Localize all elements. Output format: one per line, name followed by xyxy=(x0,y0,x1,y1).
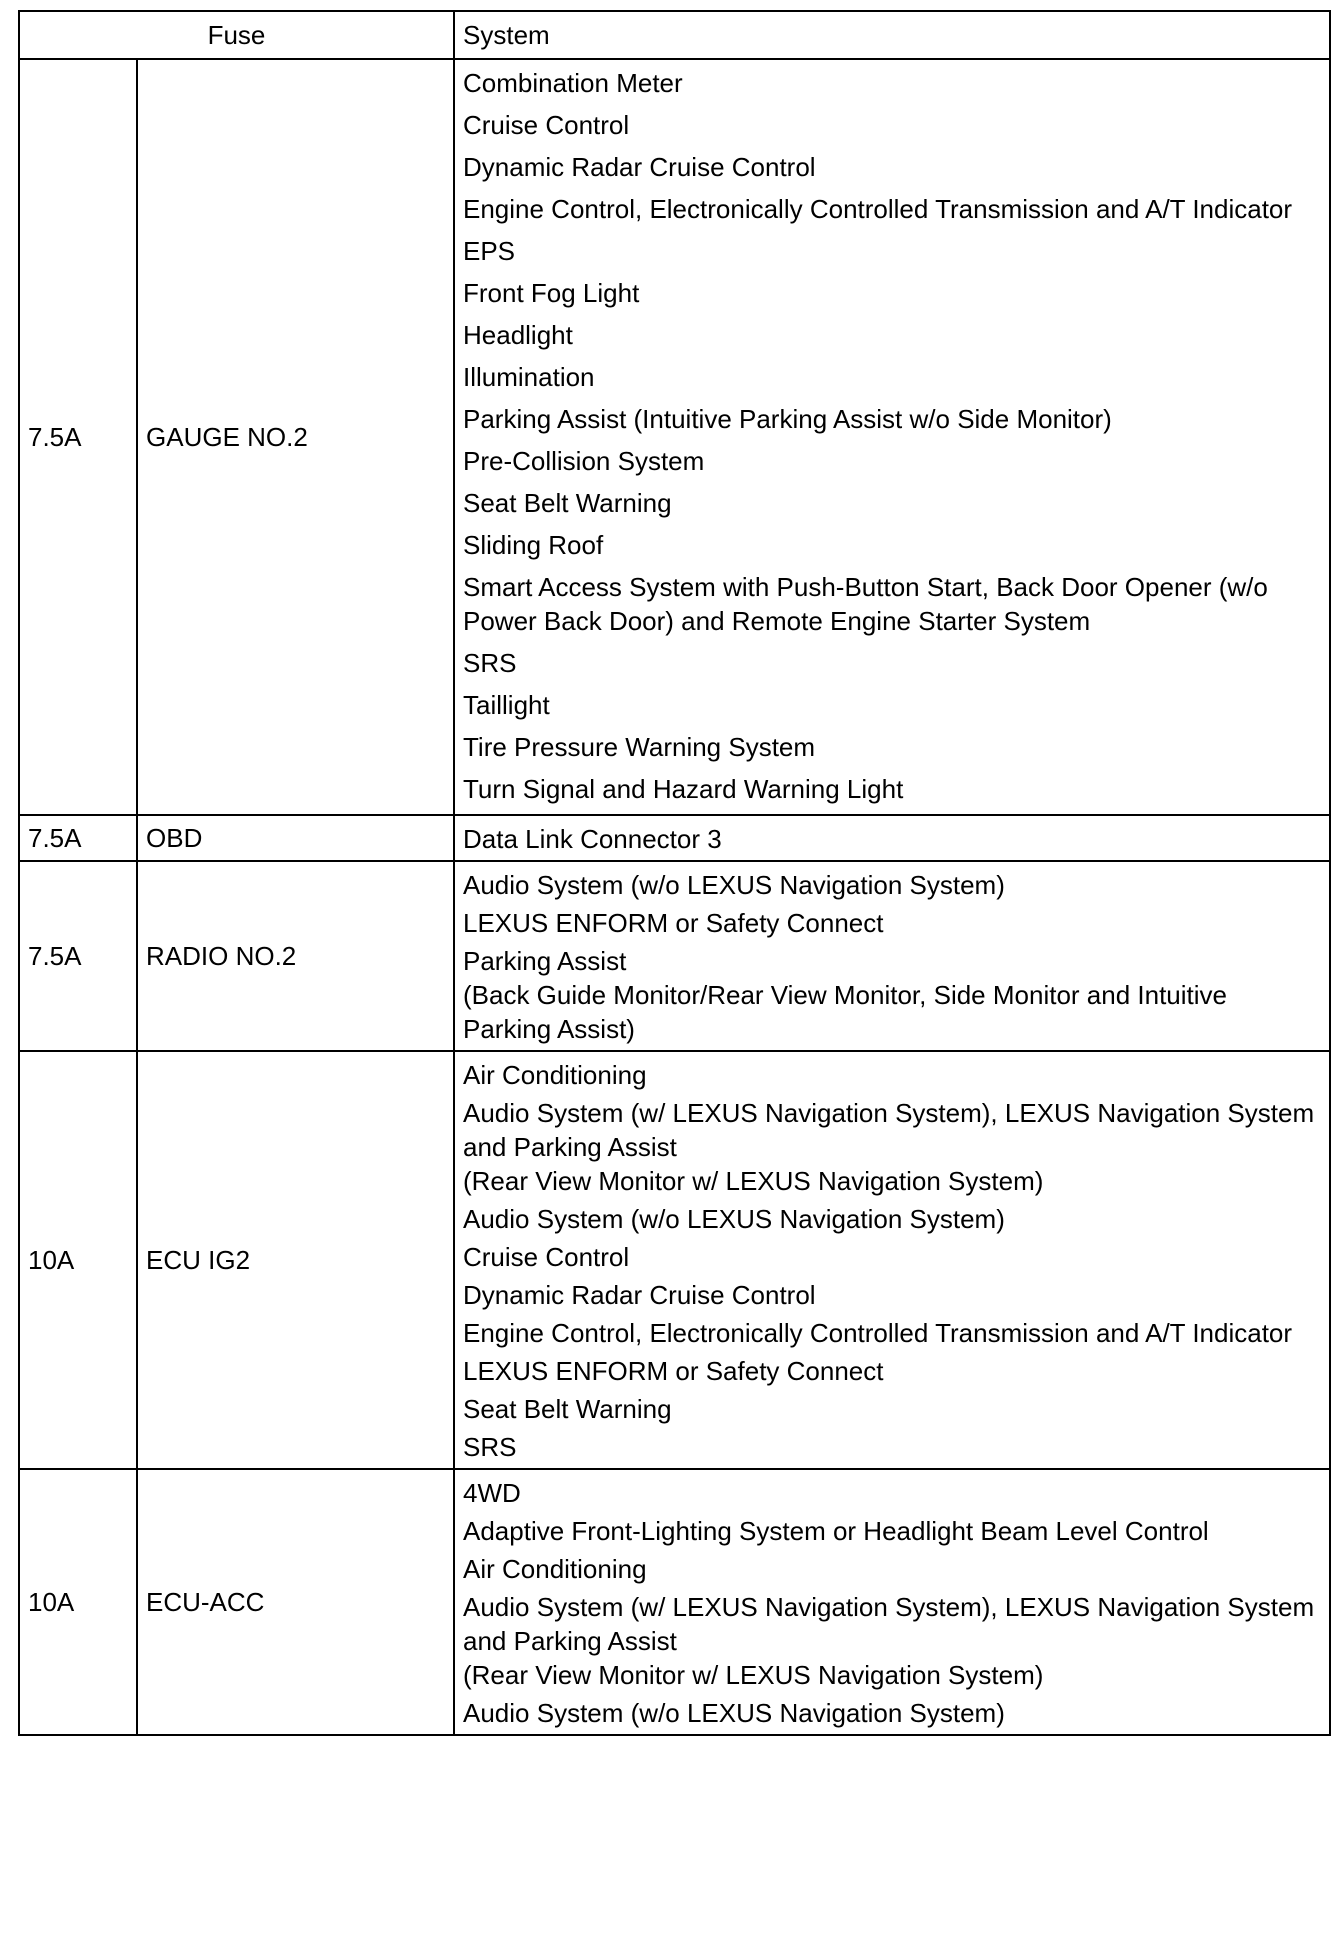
system-item: Dynamic Radar Cruise Control xyxy=(463,152,816,182)
table-row xyxy=(19,59,1330,815)
system-item: Tire Pressure Warning System xyxy=(463,732,816,762)
fuse-name: GAUGE NO.2 xyxy=(137,59,454,815)
system-item: Seat Belt Warning xyxy=(463,1394,672,1424)
system-item: SRS xyxy=(463,1432,517,1462)
fuse-name: OBD xyxy=(137,815,454,861)
system-item: Audio System (w/ LEXUS Navigation System), LEXUS Navigation System and Parking Assist (Rear View Monitor w/ LEXUS Navigation System) xyxy=(463,1592,1315,1690)
system-item: Pre-Collision System xyxy=(463,446,705,476)
system-item: Cruise Control xyxy=(463,1242,630,1272)
table-row xyxy=(19,1051,1330,1469)
fuse-amperage: 10A xyxy=(19,1051,137,1469)
system-item: Audio System (w/o LEXUS Navigation System) xyxy=(463,870,1005,900)
system-item: Air Conditioning xyxy=(463,1554,647,1584)
table-header-row xyxy=(19,11,1330,59)
system-item: Turn Signal and Hazard Warning Light xyxy=(463,774,904,804)
system-item: Audio System (w/o LEXUS Navigation System) xyxy=(463,1698,1005,1728)
fuse-name: ECU-ACC xyxy=(137,1469,454,1735)
system-item: Data Link Connector 3 xyxy=(463,824,722,854)
system-list xyxy=(454,1469,1330,1735)
system-item: Air Conditioning xyxy=(463,1060,647,1090)
fuse-table xyxy=(18,10,1331,1736)
system-item: Parking Assist (Intuitive Parking Assist w/o Side Monitor) xyxy=(463,404,1112,434)
system-item: SRS xyxy=(463,648,517,678)
system-item: Headlight xyxy=(463,320,573,350)
table-row xyxy=(19,1469,1330,1735)
system-column-header: System xyxy=(454,11,1330,59)
system-item: Engine Control, Electronically Controlled Transmission and A/T Indicator xyxy=(463,1318,1293,1348)
system-item: Combination Meter xyxy=(463,68,683,98)
system-item: LEXUS ENFORM or Safety Connect xyxy=(463,908,884,938)
system-item: 4WD xyxy=(463,1478,521,1508)
system-list xyxy=(454,861,1330,1051)
table-row xyxy=(19,861,1330,1051)
system-item: Engine Control, Electronically Controlled Transmission and A/T Indicator xyxy=(463,194,1293,224)
system-item: Sliding Roof xyxy=(463,530,604,560)
system-item: Dynamic Radar Cruise Control xyxy=(463,1280,816,1310)
fuse-column-header: Fuse xyxy=(19,11,454,59)
fuse-amperage: 7.5A xyxy=(19,59,137,815)
system-item: Parking Assist (Back Guide Monitor/Rear View Monitor, Side Monitor and Intuitive Parking Assist) xyxy=(463,946,1227,1044)
fuse-name: ECU IG2 xyxy=(137,1051,454,1469)
system-list xyxy=(454,1051,1330,1469)
system-item: Cruise Control xyxy=(463,110,630,140)
fuse-table-body xyxy=(19,59,1330,1735)
system-item: EPS xyxy=(463,236,516,266)
system-item: Front Fog Light xyxy=(463,278,640,308)
system-list xyxy=(454,59,1330,815)
system-item: Taillight xyxy=(463,690,550,720)
system-item: Illumination xyxy=(463,362,595,392)
system-item: Smart Access System with Push-Button Start, Back Door Opener (w/o Power Back Door) and Remote Engine Starter System xyxy=(463,572,1268,636)
table-row xyxy=(19,815,1330,861)
system-item: Adaptive Front-Lighting System or Headlight Beam Level Control xyxy=(463,1516,1209,1546)
system-item: Seat Belt Warning xyxy=(463,488,672,518)
system-item: Audio System (w/ LEXUS Navigation System), LEXUS Navigation System and Parking Assist (Rear View Monitor w/ LEXUS Navigation System) xyxy=(463,1098,1315,1196)
system-item: LEXUS ENFORM or Safety Connect xyxy=(463,1356,884,1386)
fuse-amperage: 7.5A xyxy=(19,861,137,1051)
fuse-name: RADIO NO.2 xyxy=(137,861,454,1051)
system-item: Audio System (w/o LEXUS Navigation System) xyxy=(463,1204,1005,1234)
fuse-amperage: 7.5A xyxy=(19,815,137,861)
system-list xyxy=(454,815,1330,861)
fuse-amperage: 10A xyxy=(19,1469,137,1735)
